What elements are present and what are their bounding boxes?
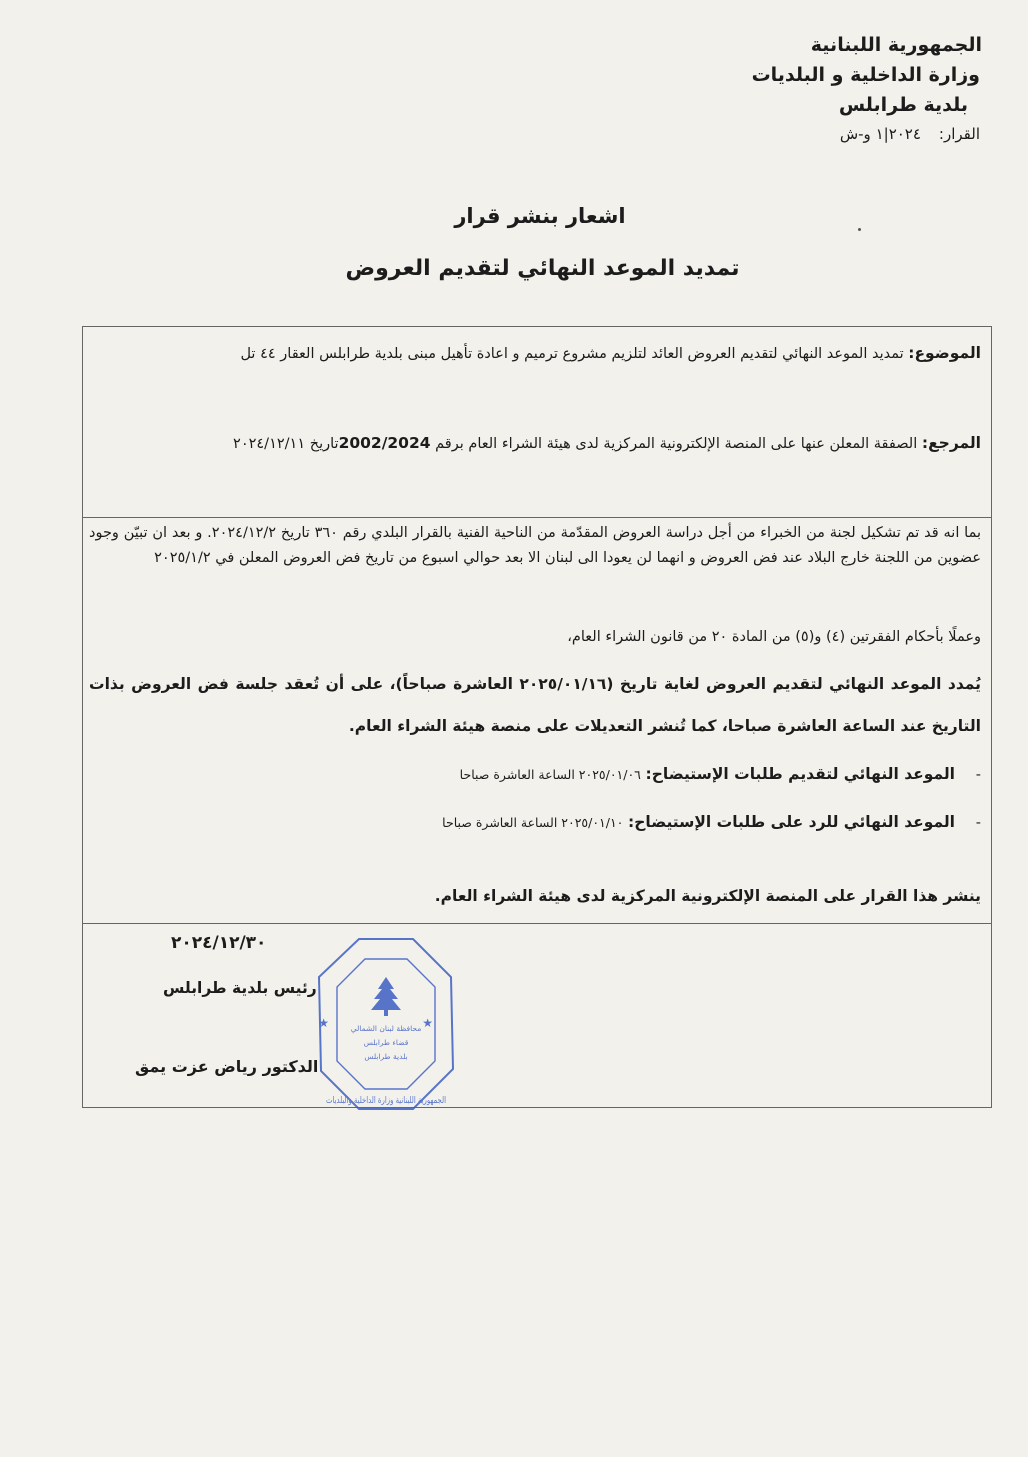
notice-frame bbox=[82, 326, 992, 1108]
letterhead-municipality: بلدية طرابلس bbox=[838, 94, 968, 116]
notice-subtitle: تمديد الموعد النهائي لتقديم العروض bbox=[345, 256, 740, 281]
recital-paragraph: بما انه قد تم تشكيل لجنة من الخبراء من أجل دراسة العروض المقدّمة من الناحية الفنية بالقرار البلدي رقم ٣٦٠ تاريخ ٢٠٢٤/١٢/٢. و بعد ان تبيّن وجود عضوين من اللجنة خارج البلاد عند فض العروض و انهما لن يعودا الى لبنان الا بعد حوالي اسبوع من تاريخ فض العروض المعلن في ٢٠٢٥/١/٢ bbox=[89, 525, 982, 566]
letterhead bbox=[752, 30, 982, 148]
bullet-dash: - bbox=[975, 815, 981, 831]
bullet-label: الموعد النهائي لتقديم طلبات الإستيضاح: bbox=[645, 765, 955, 783]
reference-text: الصفقة المعلن عنها على المنصة الإلكترونية المركزية لدى هيئة الشراء العام برقم bbox=[435, 436, 918, 452]
letterhead-ministry: وزارة الداخلية و البلديات bbox=[751, 64, 980, 86]
signatory-title: رئيس بلدية طرابلس bbox=[163, 979, 317, 997]
letterhead-republic: الجمهورية اللبنانية bbox=[810, 34, 982, 56]
reference-label: المرجع: bbox=[921, 434, 981, 452]
signatory-name: الدكتور رياض عزت يمق bbox=[135, 1057, 319, 1076]
stamp-line-3: بلدية طرابلس bbox=[364, 1052, 408, 1061]
bullet-value: ٢٠٢٥/٠١/٠٦ الساعة العاشرة صباحا bbox=[459, 767, 641, 782]
reference-number: 2002/2024 bbox=[338, 434, 431, 452]
list-item bbox=[442, 813, 981, 831]
subject-block bbox=[91, 333, 981, 375]
legal-basis-paragraph: وعملًا بأحكام الفقرتين (٤) و(٥) من المادة ٢٠ من قانون الشراء العام، bbox=[567, 629, 981, 645]
decision-number bbox=[752, 120, 980, 148]
publication-statement: ينشر هذا القرار على المنصة الإلكترونية المركزية لدى هيئة الشراء العام. bbox=[434, 887, 981, 905]
notice-title: اشعار بنشر قرار bbox=[454, 204, 626, 228]
star-icon: ★ bbox=[422, 1016, 433, 1030]
ink-speck bbox=[858, 228, 861, 231]
decision-paragraph: يُمدد الموعد النهائي لتقديم العروض لغاية تاريخ (٢٠٢٥/٠١/١٦ العاشرة صباحاً)، على أن تُعقد جلسة فض العروض بذات التاريخ عند الساعة العاشرة صباحا، كما تُنشر التعديلات على منصة هيئة الشراء العام. bbox=[89, 675, 981, 735]
bullet-value: ٢٠٢٥/٠١/١٠ الساعة العاشرة صباحا bbox=[442, 815, 624, 830]
divider bbox=[83, 923, 991, 924]
reference-block bbox=[91, 423, 981, 465]
stamp-line-1: محافظة لبنان الشمالي bbox=[350, 1024, 422, 1033]
divider bbox=[83, 517, 991, 518]
star-icon: ★ bbox=[318, 1016, 329, 1030]
bullet-dash: - bbox=[975, 767, 981, 783]
cedar-tree-icon bbox=[371, 977, 401, 1016]
reference-date: تاريخ ٢٠٢٤/١٢/١١ bbox=[233, 436, 339, 452]
stamp-line-2: قضاء طرابلس bbox=[363, 1038, 409, 1047]
subject-label: الموضوع: bbox=[908, 344, 981, 362]
official-stamp bbox=[315, 935, 457, 1113]
stamp-ring-text: الجمهورية اللبنانية وزارة الداخلية والبلديات bbox=[326, 1096, 446, 1106]
decision-label: القرار: bbox=[938, 125, 980, 143]
subject-text: تمديد الموعد النهائي لتقديم العروض العائد لتلزيم مشروع ترميم و اعادة تأهيل مبنى بلدية طرابلس العقار ٤٤ تل bbox=[240, 346, 904, 362]
decision-value: ٢٠٢٤|١ و-ش bbox=[839, 125, 921, 143]
signature-date: ٢٠٢٤/١٢/٣٠ bbox=[171, 933, 267, 953]
bullet-label: الموعد النهائي للرد على طلبات الإستيضاح: bbox=[628, 813, 955, 831]
list-item bbox=[460, 765, 981, 783]
